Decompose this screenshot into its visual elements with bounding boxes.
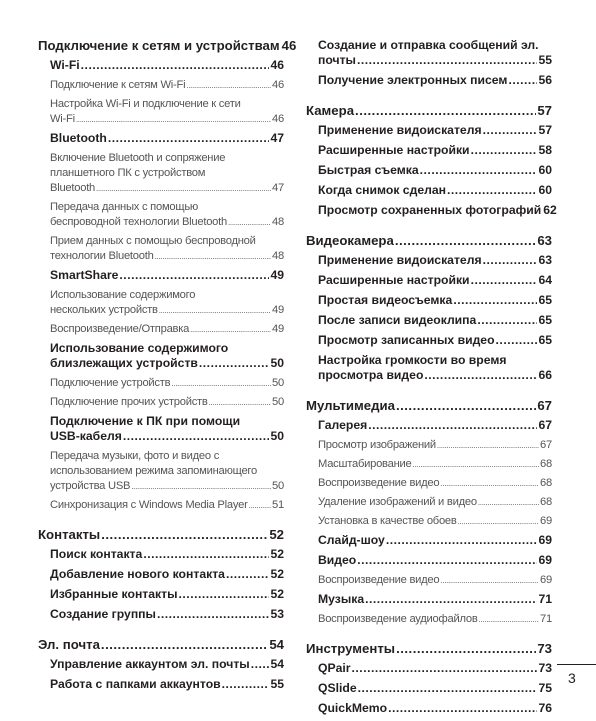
toc-entry[interactable] <box>306 163 552 178</box>
toc-page-number: 54 <box>269 637 284 652</box>
toc-page-number: 48 <box>272 216 284 228</box>
toc-entry-title: Подключение устройств <box>50 377 171 389</box>
toc-entry-title: QSlide <box>318 681 357 695</box>
section-gap <box>306 223 552 233</box>
toc-entry-title: почты <box>318 53 356 67</box>
toc-page-number: 65 <box>538 333 552 347</box>
toc-entry-title: Применение видоискателя <box>318 123 482 137</box>
toc-entry-title: Быстрая съемка <box>318 163 419 177</box>
toc-page-number: 60 <box>538 163 552 177</box>
toc-entry-text-line: использованием режима запоминающего <box>50 465 257 477</box>
toc-page-number: 69 <box>538 553 552 567</box>
toc-entry[interactable] <box>38 657 284 672</box>
toc-page-number: 71 <box>540 613 552 625</box>
dot-leader <box>358 681 538 696</box>
toc-page-number: 75 <box>538 681 552 695</box>
toc-page-number: 46 <box>270 58 284 72</box>
dot-leader <box>249 498 271 513</box>
toc-entry-title: Музыка <box>318 592 365 606</box>
section-gap <box>38 627 284 637</box>
section-gap <box>306 631 552 641</box>
toc-entry[interactable] <box>306 457 552 472</box>
toc-entry-text-line: Подключение к ПК при помощи <box>50 414 241 428</box>
toc-entry[interactable] <box>38 288 284 318</box>
dot-leader <box>81 58 270 73</box>
toc-entry-title: Видеокамера <box>306 233 394 248</box>
toc-entry-title: Поиск контакта <box>50 547 143 561</box>
dot-leader <box>123 429 270 444</box>
toc-page-number: 47 <box>270 131 284 145</box>
toc-entry-title: QPair <box>318 661 351 675</box>
toc-entry-title: Удаление изображений и видео <box>318 496 477 508</box>
dot-leader <box>251 657 270 672</box>
dot-leader <box>508 73 537 88</box>
section-gap <box>306 93 552 103</box>
toc-page-number: 64 <box>538 273 552 287</box>
toc-entry[interactable] <box>38 547 284 562</box>
dot-leader <box>352 661 538 676</box>
dot-leader <box>143 547 269 562</box>
dot-leader <box>186 78 271 93</box>
toc-entry[interactable] <box>306 203 557 218</box>
toc-entry-title: Подключение к сетям и устройствам <box>38 38 280 53</box>
toc-entry[interactable] <box>306 293 552 308</box>
toc-entry[interactable] <box>38 414 284 444</box>
toc-entry[interactable] <box>38 498 284 513</box>
dot-leader <box>420 163 538 178</box>
toc-page-number: 50 <box>272 396 284 408</box>
toc-page-number: 54 <box>270 657 284 671</box>
toc-page-number: 52 <box>270 587 284 601</box>
dot-leader <box>478 495 539 510</box>
toc-section[interactable] <box>306 398 552 413</box>
toc-page-number: 46 <box>272 113 284 125</box>
toc-page-number: 46 <box>272 79 284 91</box>
toc-entry-title: близлежащих устройств <box>50 356 198 370</box>
dot-leader <box>190 322 271 337</box>
toc-entry-title: Просмотр сохраненных фотографий <box>318 203 542 217</box>
toc-entry-title: После записи видеоклипа <box>318 313 477 327</box>
toc-entry[interactable] <box>38 268 284 283</box>
toc-entry[interactable] <box>38 449 284 494</box>
toc-entry-title: Мультимедиа <box>306 398 395 413</box>
toc-section[interactable] <box>306 103 552 118</box>
toc-page-number: 67 <box>538 418 552 432</box>
toc-entry[interactable] <box>306 143 552 158</box>
dot-leader <box>395 233 537 248</box>
toc-entry[interactable] <box>38 322 284 337</box>
toc-page-number: 73 <box>537 641 552 656</box>
dot-leader <box>396 641 536 656</box>
toc-entry[interactable] <box>306 573 552 588</box>
toc-section[interactable] <box>306 233 552 248</box>
toc-entry[interactable] <box>306 592 552 607</box>
toc-page-number: 53 <box>270 607 284 621</box>
toc-column-left <box>38 38 297 697</box>
toc-entry-title: Установка в качестве обоев <box>318 515 457 527</box>
toc-entry[interactable] <box>306 183 552 198</box>
toc-entry[interactable] <box>38 234 284 264</box>
toc-entry-title: просмотра видео <box>318 368 424 382</box>
toc-entry-title: Воспроизведение видео <box>318 477 440 489</box>
toc-entry-title: QuickMemo <box>318 701 388 715</box>
dot-leader <box>458 514 539 529</box>
toc-entry[interactable] <box>306 313 552 328</box>
toc-entry[interactable] <box>306 38 552 68</box>
toc-page-number: 50 <box>272 480 284 492</box>
toc-entry[interactable] <box>38 376 284 391</box>
dot-leader <box>222 677 270 692</box>
toc-page-number: 63 <box>537 233 552 248</box>
dot-leader <box>413 457 540 472</box>
toc-page-number: 66 <box>538 368 552 382</box>
toc-entry[interactable] <box>38 587 284 602</box>
dot-leader <box>199 356 270 371</box>
dot-leader <box>171 376 271 391</box>
toc-entry-title: Масштабирование <box>318 458 412 470</box>
toc-page-number: 50 <box>270 429 284 443</box>
dot-leader <box>453 293 537 308</box>
toc-entry[interactable] <box>306 353 552 383</box>
toc-entry[interactable] <box>38 341 284 371</box>
toc-entry[interactable] <box>38 677 284 692</box>
toc-entry[interactable] <box>306 495 552 510</box>
dot-leader <box>228 215 271 230</box>
toc-entry[interactable] <box>306 253 552 268</box>
toc-page-number: 73 <box>538 661 552 675</box>
toc-entry[interactable] <box>306 701 552 716</box>
toc-entry-title: Просмотр изображений <box>318 439 436 451</box>
section-gap <box>38 517 284 527</box>
toc-page-number: 63 <box>538 253 552 267</box>
dot-leader <box>209 395 271 410</box>
toc-page-number: 48 <box>272 250 284 262</box>
toc-entry[interactable] <box>38 200 284 230</box>
dot-leader <box>386 533 538 548</box>
toc-entry-title: Управление аккаунтом эл. почты <box>50 657 250 671</box>
toc-page-number: 52 <box>269 527 284 542</box>
dot-leader <box>96 181 271 196</box>
toc-page-number: 49 <box>270 268 284 282</box>
toc-entry-title: Wi-Fi <box>50 58 80 72</box>
toc-page-number: 49 <box>272 323 284 335</box>
dot-leader <box>101 527 268 542</box>
toc-entry[interactable] <box>38 97 284 127</box>
toc-entry-title: Камера <box>306 103 355 118</box>
toc-page-number: 50 <box>270 356 284 370</box>
section-gap <box>306 388 552 398</box>
toc-entry-title: Расширенные настройки <box>318 273 470 287</box>
toc-entry[interactable] <box>38 78 284 93</box>
toc-entry[interactable] <box>38 151 284 196</box>
toc-entry[interactable] <box>306 476 552 491</box>
dot-leader <box>437 438 539 453</box>
toc-entry-title: устройства USB <box>50 480 131 492</box>
toc-entry-text-line: Передача данных с помощью <box>50 201 199 213</box>
toc-entry-title: Bluetooth <box>50 131 107 145</box>
toc-section[interactable] <box>306 641 552 656</box>
toc-entry[interactable] <box>306 681 552 696</box>
toc-entry-title: нескольких устройств <box>50 304 158 316</box>
toc-column-right <box>306 38 557 721</box>
toc-entry-text-line: Создание и отправка сообщений эл. <box>318 38 539 52</box>
toc-page-number: 55 <box>538 53 552 67</box>
toc-entry-title: Wi-Fi <box>50 113 75 125</box>
toc-page-number: 58 <box>538 143 552 157</box>
toc-entry-title: Просмотр записанных видео <box>318 333 495 347</box>
toc-page-number: 51 <box>272 499 284 511</box>
toc-entry-title: Простая видеосъемка <box>318 293 453 307</box>
toc-entry[interactable] <box>306 661 552 676</box>
toc-entry[interactable] <box>306 418 552 433</box>
dot-leader <box>471 273 538 288</box>
dot-leader <box>483 123 538 138</box>
toc-page-number: 76 <box>538 701 552 715</box>
toc-entry-title: Работа с папками аккаунтов <box>50 677 221 691</box>
toc-entry-title: Эл. почта <box>38 637 100 652</box>
toc-entry[interactable] <box>38 131 284 146</box>
dot-leader <box>131 479 271 494</box>
dot-leader <box>388 701 537 716</box>
dot-leader <box>424 368 537 383</box>
toc-entry[interactable] <box>38 395 284 410</box>
toc-entry-title: беспроводной технологии Bluetooth <box>50 216 227 228</box>
toc-entry-title: Воспроизведение видео <box>318 574 440 586</box>
toc-entry-title: Расширенные настройки <box>318 143 470 157</box>
toc-entry-title: Применение видоискателя <box>318 253 482 267</box>
toc-entry-text-line: Включение Bluetooth и сопряжение <box>50 152 226 164</box>
toc-page-number: 67 <box>540 439 552 451</box>
dot-leader <box>447 183 537 198</box>
toc-entry-title: Когда снимок сделан <box>318 183 446 197</box>
toc-entry-title: Bluetooth <box>50 182 96 194</box>
toc-entry-title: Подключение к сетям Wi-Fi <box>50 79 186 91</box>
toc-entry[interactable] <box>306 533 552 548</box>
page-number-rule <box>557 664 596 665</box>
toc-entry-text-line: Использование содержимого <box>50 341 229 355</box>
toc-entry[interactable] <box>306 123 552 138</box>
toc-entry-title: Видео <box>318 553 357 567</box>
toc-page-number: 68 <box>540 477 552 489</box>
toc-entry[interactable] <box>306 273 552 288</box>
toc-entry-title: Воспроизведение/Отправка <box>50 323 190 335</box>
dot-leader <box>355 103 536 118</box>
dot-leader <box>76 112 271 127</box>
dot-leader <box>496 333 538 348</box>
toc-section[interactable] <box>38 527 284 542</box>
dot-leader <box>396 398 536 413</box>
dot-leader <box>226 567 269 582</box>
toc-entry[interactable] <box>306 553 552 568</box>
toc-entry-title: Подключение прочих устройств <box>50 396 208 408</box>
toc-entry-title: Контакты <box>38 527 101 542</box>
dot-leader <box>479 612 540 627</box>
toc-entry-title: Получение электронных писем <box>318 73 508 87</box>
toc-section[interactable] <box>38 38 297 53</box>
toc-page-number: 62 <box>543 203 557 217</box>
dot-leader <box>440 573 539 588</box>
toc-entry-text-line: Использование содержимого <box>50 289 196 301</box>
toc-entry-title: Избранные контакты <box>50 587 178 601</box>
dot-leader <box>440 476 539 491</box>
toc-entry-title: Создание группы <box>50 607 156 621</box>
dot-leader <box>365 592 537 607</box>
toc-page-number: 47 <box>272 182 284 194</box>
toc-page-number: 68 <box>540 458 552 470</box>
toc-page-number: 52 <box>270 567 284 581</box>
toc-entry-title: Галерея <box>318 418 368 432</box>
toc-entry[interactable] <box>38 607 284 622</box>
toc-page-number: 56 <box>538 73 552 87</box>
dot-leader <box>179 587 270 602</box>
toc-entry[interactable] <box>38 567 284 582</box>
toc-entry-title: технологии Bluetooth <box>50 250 154 262</box>
toc-page-number: 68 <box>540 496 552 508</box>
toc-entry-title: Инструменты <box>306 641 396 656</box>
toc-entry-title: USB-кабеля <box>50 429 122 443</box>
toc-page-number: 65 <box>538 313 552 327</box>
toc-entry[interactable] <box>306 514 552 529</box>
toc-page-number: 57 <box>538 123 552 137</box>
toc-entry[interactable] <box>306 73 552 88</box>
toc-page-number: 55 <box>270 677 284 691</box>
toc-entry[interactable] <box>306 612 552 627</box>
dot-leader <box>357 53 537 68</box>
toc-section[interactable] <box>38 637 284 652</box>
toc-page-number: 69 <box>540 574 552 586</box>
toc-page-number: 65 <box>538 293 552 307</box>
toc-entry-text-line: Настройка громкости во время <box>318 353 507 367</box>
toc-page-number: 46 <box>281 38 297 53</box>
dot-leader <box>157 607 269 622</box>
toc-entry-title: Воспроизведение аудиофайлов <box>318 613 478 625</box>
toc-page-number: 67 <box>537 398 552 413</box>
toc-page-number: 57 <box>537 103 552 118</box>
toc-entry[interactable] <box>306 438 552 453</box>
toc-entry-title: Синхронизация с Windows Media Player <box>50 499 248 511</box>
dot-leader <box>471 143 538 158</box>
dot-leader <box>108 131 270 146</box>
dot-leader <box>159 303 271 318</box>
page-number: 3 <box>568 670 576 686</box>
dot-leader <box>483 253 538 268</box>
toc-entry-text-line: Настройка Wi-Fi и подключение к сети <box>50 98 241 110</box>
toc-page-number: 50 <box>272 377 284 389</box>
dot-leader <box>368 418 537 433</box>
toc-entry-title: Слайд-шоу <box>318 533 385 547</box>
toc-page-number: 52 <box>270 547 284 561</box>
dot-leader <box>477 313 537 328</box>
toc-page-number: 71 <box>538 592 552 606</box>
toc-page-number: 69 <box>538 533 552 547</box>
dot-leader <box>101 637 268 652</box>
toc-entry-text-line: Прием данных с помощью беспроводной <box>50 235 256 247</box>
dot-leader <box>357 553 537 568</box>
toc-entry[interactable] <box>306 333 552 348</box>
toc-entry-text-line: Передача музыки, фото и видео с <box>50 450 220 462</box>
toc-entry-title: Добавление нового контакта <box>50 567 225 581</box>
toc-entry-title: SmartShare <box>50 268 119 282</box>
toc-page-number: 49 <box>272 304 284 316</box>
toc-entry[interactable] <box>38 58 284 73</box>
dot-leader <box>119 268 269 283</box>
dot-leader <box>155 249 271 264</box>
toc-page-number: 69 <box>540 515 552 527</box>
toc-entry-text-line: планшетного ПК с устройством <box>50 167 206 179</box>
toc-page-number: 60 <box>538 183 552 197</box>
